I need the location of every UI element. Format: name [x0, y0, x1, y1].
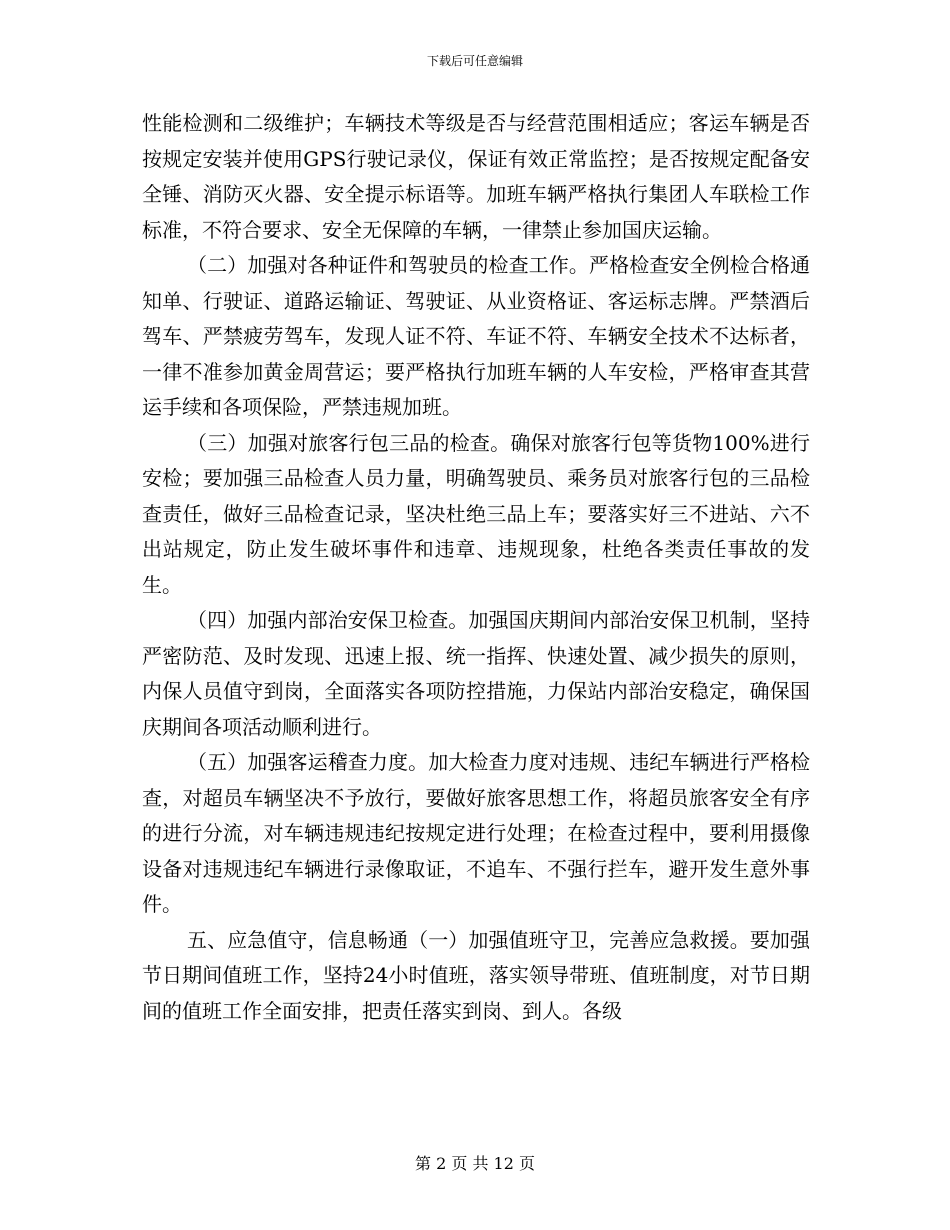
paragraph-3: （三）加强对旅客行包三品的检查。确保对旅客行包等货物100%进行安检；要加强三品检查人员力量，明确驾驶员、乘务员对旅客行包的三品检查责任，做好三品检查记录，坚决杜绝三品上车；要落实好三不进站、六不出站规定，防止发生破坏事件和违章、违规现象，杜绝各类责任事故的发生。 — [142, 430, 810, 597]
document-body — [142, 106, 810, 1029]
paragraph-2: （二）加强对各种证件和驾驶员的检查工作。严格检查安全例检合格通知单、行驶证、道路运输证、驾驶证、从业资格证、客运标志牌。严禁酒后驾车、严禁疲劳驾车，发现人证不符、车证不符、车辆安全技术不达标者，一律不准参加黄金周营运；要严格执行加班车辆的人车安检，严格审查其营运手续和各项保险，严禁违规加班。 — [142, 253, 810, 419]
paragraph-5: （五）加强客运稽查力度。加大检查力度对违规、违纪车辆进行严格检查，对超员车辆坚决不予放行，要做好旅客思想工作，将超员旅客安全有序的进行分流，对车辆违规违纪按规定进行处理；在检查过程中，要利用摄像设备对违规违纪车辆进行录像取证，不追车、不强行拦车，避开发生意外事件。 — [142, 750, 810, 916]
paragraph-4: （四）加强内部治安保卫检查。加强国庆期间内部治安保卫机制，坚持严密防范、及时发现、迅速上报、统一指挥、快速处置、减少损失的原则，内保人员值守到岗，全面落实各项防控措施，力保站内部治安稳定，确保国庆期间各项活动顺利进行。 — [142, 608, 810, 739]
page-footer: 第 2 页 共 12 页 — [415, 1154, 535, 1173]
paragraph-6: 五、应急值守，信息畅通（一）加强值班守卫，完善应急救援。要加强节日期间值班工作，坚持24小时值班，落实领导带班、值班制度，对节日期间的值班工作全面安排，把责任落实到岗、到人。各级 — [142, 927, 810, 1023]
page-header: 下载后可任意编辑 — [426, 54, 523, 68]
paragraph-1: 性能检测和二级维护；车辆技术等级是否与经营范围相适应；客运车辆是否按规定安装并使用GPS行驶记录仪，保证有效正常监控；是否按规定配备安全锤、消防灭火器、安全提示标语等。加班车辆严格执行集团人车联检工作标准，不符合要求、安全无保障的车辆，一律禁止参加国庆运输。 — [142, 111, 810, 242]
